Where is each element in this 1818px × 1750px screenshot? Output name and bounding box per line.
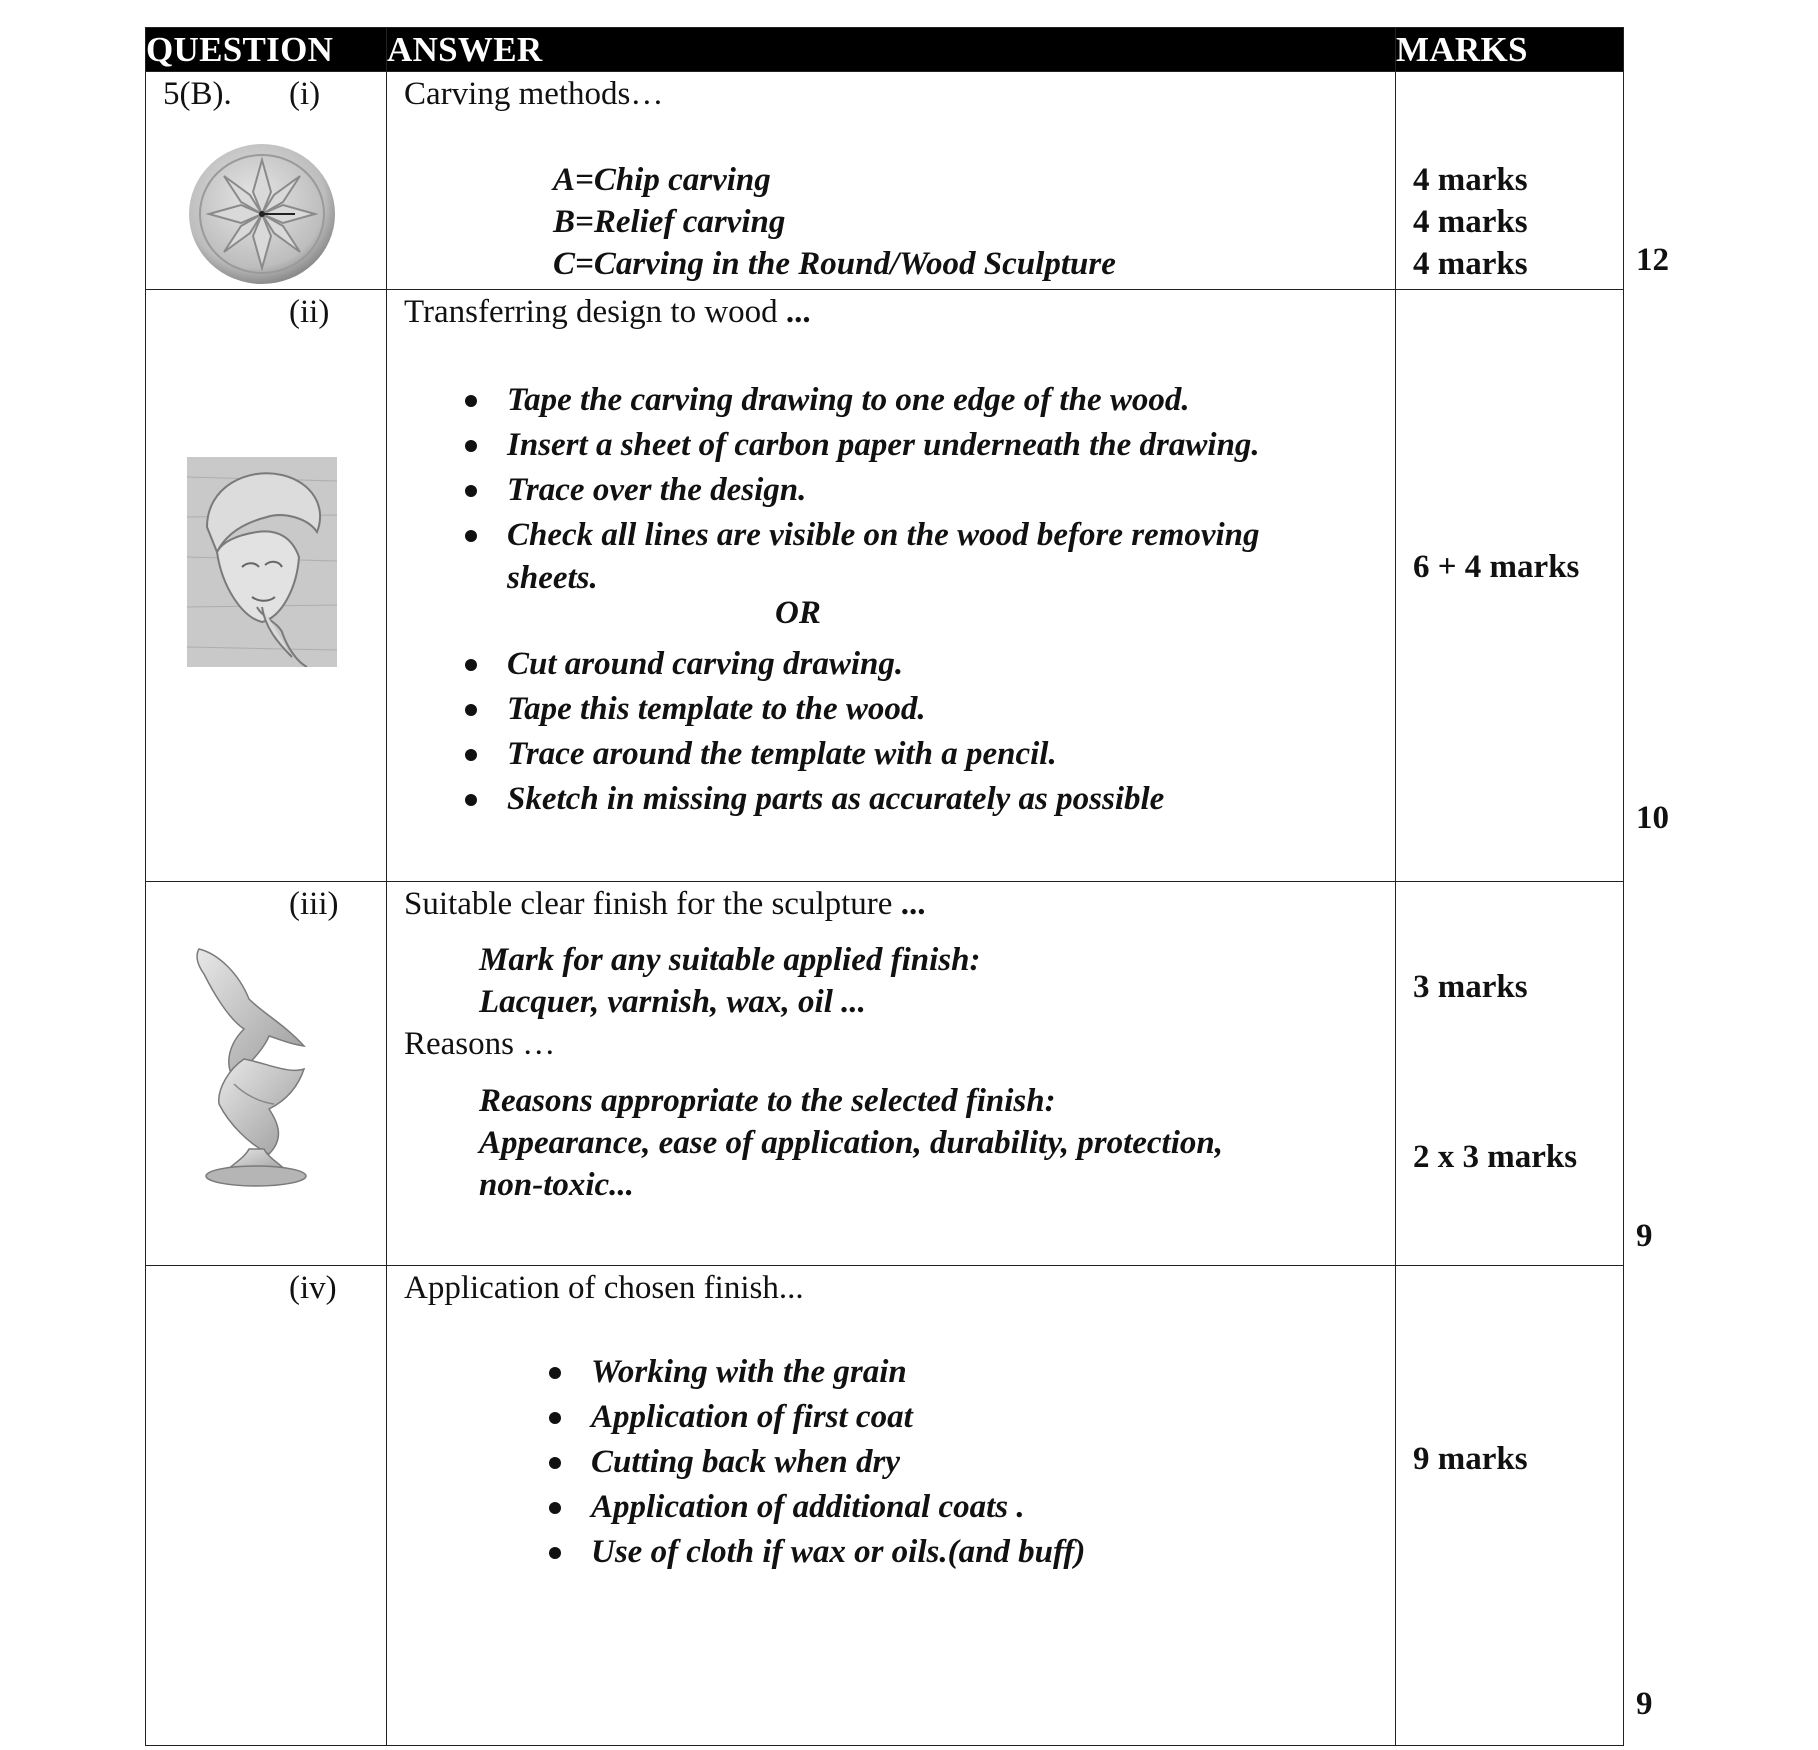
total-iv: 9 — [1636, 1686, 1653, 1722]
table-row-iv — [146, 1266, 1624, 1746]
reason-line-1: Reasons appropriate to the selected finish: — [479, 1083, 1056, 1119]
marks-finish: 3 marks — [1413, 969, 1528, 1005]
or-label: OR — [775, 595, 821, 631]
list-item — [459, 777, 1164, 822]
list-item — [459, 378, 1260, 423]
question-header: QUESTION — [146, 28, 387, 72]
list-item-text: Application of first coat — [591, 1399, 913, 1435]
dolphin-sculpture-image — [189, 944, 309, 1190]
list-item-text: Tape this template to the wood. — [507, 691, 926, 727]
marks-cell-ii — [1396, 290, 1624, 882]
marks-header: MARKS — [1396, 28, 1624, 72]
marks-reasons: 2 x 3 marks — [1413, 1139, 1578, 1175]
bullet-icon — [549, 1502, 561, 1514]
prompt-transferring-text: Transferring design to wood — [404, 294, 778, 330]
total-ii: 10 — [1636, 800, 1669, 836]
list-item-text: Insert a sheet of carbon paper underneath the drawing. — [507, 427, 1260, 463]
part-label-iv: (iv) — [289, 1270, 337, 1306]
list-item — [543, 1350, 1085, 1395]
answer-b: B=Relief carving — [553, 204, 786, 240]
answer-cell-i — [387, 72, 1396, 290]
bullet-icon — [549, 1547, 561, 1559]
bullet-icon — [465, 749, 477, 761]
list-item-text: Cutting back when dry — [591, 1444, 900, 1480]
prompt-carving-methods: Carving methods… — [404, 76, 664, 112]
list-item-text: Check all lines are visible on the wood before removing — [507, 517, 1260, 553]
list-item — [543, 1530, 1085, 1575]
table-row-ii — [146, 290, 1624, 882]
question-cell-i — [146, 72, 387, 290]
list-item — [543, 1485, 1085, 1530]
marks-cell-iv — [1396, 1266, 1624, 1746]
mark-scheme-table — [145, 27, 1624, 1746]
prompt-clear-finish-text: Suitable clear finish for the sculpture — [404, 886, 893, 922]
marks-a: 4 marks — [1413, 162, 1528, 198]
transfer-method-a-list — [459, 378, 1260, 598]
transfer-method-b-list — [459, 642, 1164, 822]
bullet-icon — [465, 440, 477, 452]
prompt-clear-finish-ellipsis: ... — [900, 886, 926, 922]
table-row-iii — [146, 882, 1624, 1266]
list-item-text: sheets. — [507, 560, 598, 596]
part-label-iii: (iii) — [289, 886, 339, 922]
list-item-continuation — [459, 558, 1260, 598]
marks-transfer: 6 + 4 marks — [1413, 549, 1580, 585]
bullet-icon — [549, 1367, 561, 1379]
list-item — [459, 423, 1260, 468]
list-item — [543, 1440, 1085, 1485]
answer-cell-iv — [387, 1266, 1396, 1746]
relief-carving-face-image — [187, 457, 337, 667]
chip-carving-plate-image — [187, 142, 337, 286]
bullet-icon — [549, 1457, 561, 1469]
list-item — [459, 468, 1260, 513]
bullet-icon — [549, 1412, 561, 1424]
part-label-i: (i) — [289, 76, 321, 112]
bullet-icon — [465, 395, 477, 407]
marks-b: 4 marks — [1413, 204, 1528, 240]
question-cell-iii — [146, 882, 387, 1266]
bullet-icon — [465, 659, 477, 671]
table-row-i — [146, 72, 1624, 290]
answer-cell-ii — [387, 290, 1396, 882]
total-iii: 9 — [1636, 1218, 1653, 1254]
reason-line-3: non-toxic... — [479, 1167, 634, 1203]
prompt-application: Application of chosen finish... — [404, 1270, 804, 1306]
marks-cell-i — [1396, 72, 1624, 290]
list-item — [459, 642, 1164, 687]
list-item-text: Cut around carving drawing. — [507, 646, 904, 682]
prompt-transferring-ellipsis: ... — [785, 294, 811, 330]
part-label-ii: (ii) — [289, 294, 330, 330]
application-steps-list — [543, 1350, 1085, 1575]
list-item-text: Trace around the template with a pencil. — [507, 736, 1057, 772]
marks-cell-iii — [1396, 882, 1624, 1266]
total-i: 12 — [1636, 242, 1669, 278]
finish-line-1: Mark for any suitable applied finish: — [479, 942, 981, 978]
marks-application: 9 marks — [1413, 1441, 1528, 1477]
answer-c: C=Carving in the Round/Wood Sculpture — [553, 246, 1116, 282]
bullet-icon — [465, 794, 477, 806]
question-cell-ii — [146, 290, 387, 882]
list-item — [459, 687, 1164, 732]
list-item-text: Trace over the design. — [507, 472, 807, 508]
list-item — [459, 513, 1260, 558]
table-header-row — [146, 28, 1624, 72]
list-item-text: Tape the carving drawing to one edge of the wood. — [507, 382, 1190, 418]
bullet-icon — [465, 530, 477, 542]
list-item-text: Sketch in missing parts as accurately as possible — [507, 781, 1165, 817]
reason-line-2: Appearance, ease of application, durability, protection, — [479, 1125, 1223, 1161]
prompt-clear-finish — [404, 886, 925, 923]
answer-cell-iii — [387, 882, 1396, 1266]
list-item-text: Use of cloth if wax or oils.(and buff) — [591, 1534, 1086, 1570]
list-item — [459, 732, 1164, 777]
list-item — [543, 1395, 1085, 1440]
answer-header: ANSWER — [387, 28, 1396, 72]
bullet-icon — [465, 704, 477, 716]
list-item-text: Application of additional coats . — [591, 1489, 1025, 1525]
finish-line-2: Lacquer, varnish, wax, oil ... — [479, 984, 866, 1020]
prompt-transferring-design — [404, 294, 811, 331]
marks-c: 4 marks — [1413, 246, 1528, 282]
question-number: 5(B). — [163, 76, 232, 112]
list-item-text: Working with the grain — [591, 1354, 907, 1390]
answer-a: A=Chip carving — [553, 162, 771, 198]
question-cell-iv — [146, 1266, 387, 1746]
prompt-reasons: Reasons … — [404, 1026, 556, 1062]
bullet-icon — [465, 485, 477, 497]
